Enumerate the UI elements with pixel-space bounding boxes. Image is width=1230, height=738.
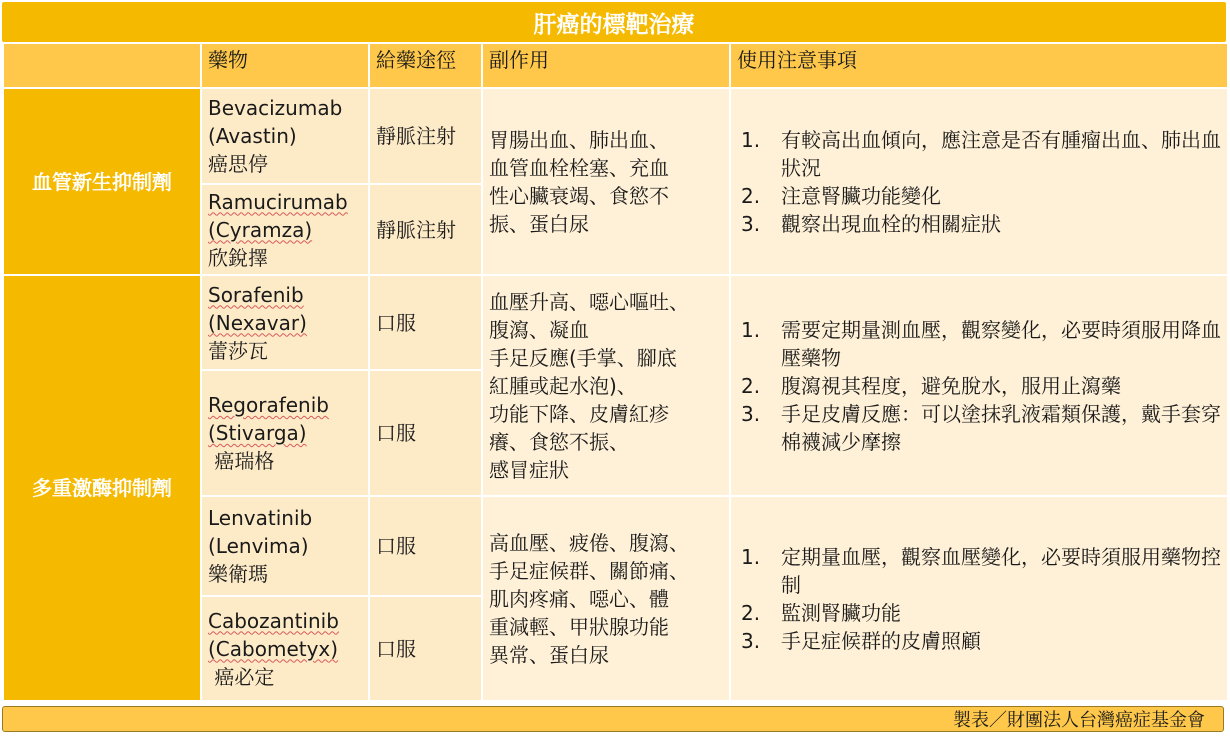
side-effect-line: 肌肉疼痛、噁心、體 [489,586,669,611]
drug-cell [201,184,369,275]
side-effects-cell [482,275,730,496]
drug-chinese-name: 癌瑞格 [208,449,275,473]
drug-cell [201,88,369,184]
list-item: 2. 注意腎臟功能變化 [741,183,941,208]
notes-cell [730,496,1228,701]
drug-brand-name: (Avastin) [208,124,297,148]
footer-credit: 製表／財團法人台灣癌症基金會 [2,706,1224,732]
drug-chinese-name: 癌必定 [208,664,275,689]
drug-cell [201,370,369,496]
drug-chinese-name: 蕾莎瓦 [208,338,268,363]
table-header-row [3,43,1228,88]
side-effect-line: 紅腫或起水泡)、 [489,373,637,398]
table-row [3,88,1228,184]
list-item: 3. 手足皮膚反應：可以塗抹乳液霜類保護，戴手套穿棉襪減少摩擦 [741,401,1221,454]
drug-chinese-name: 癌思停 [208,152,268,176]
list-item: 1. 有較高出血傾向，應注意是否有腫瘤出血、肺出血狀況 [741,127,1221,180]
side-effect-line: 血管血栓栓塞、充血 [489,155,669,180]
drug-cell [201,596,369,701]
side-effect-line: 血壓升高、噁心嘔吐、 [489,289,689,314]
list-item: 2. 腹瀉視其程度，避免脫水，服用止瀉藥 [741,373,1121,398]
side-effect-line: 功能下降、皮膚紅疹 [489,401,669,426]
targeted-therapy-table [2,42,1229,702]
side-effect-line: 高血壓、疲倦、腹瀉、 [489,530,689,555]
notes-cell [730,88,1228,275]
table-row [3,275,1228,370]
list-item: 1. 需要定期量測血壓，觀察變化，必要時須服用降血壓藥物 [741,317,1221,370]
side-effect-line: 癢、食慾不振、 [489,429,629,454]
header-drug: 藥物 [201,43,369,88]
route-cell: 口服 [369,496,482,596]
side-effect-line: 胃腸出血、肺出血、 [489,127,669,152]
notes-cell [730,275,1228,496]
side-effect-line: 振、蛋白尿 [489,211,589,236]
header-route: 給藥途徑 [369,43,482,88]
side-effect-line: 手足反應(手掌、腳底 [489,345,677,370]
route-cell: 口服 [369,370,482,496]
side-effects-cell [482,496,730,701]
list-item: 3. 手足症候群的皮膚照顧 [741,628,981,653]
side-effect-line: 感冒症狀 [489,457,569,482]
page-title: 肝癌的標靶治療 [2,2,1226,42]
list-item: 3. 觀察出現血栓的相關症狀 [741,211,1001,236]
side-effect-line: 性心臟衰竭、食慾不 [489,183,669,208]
list-item: 1. 定期量血壓，觀察血壓變化，必要時須服用藥物控制 [741,544,1221,597]
category-cell: 多重激酶抑制劑 [3,275,201,701]
side-effect-line: 腹瀉、凝血 [489,317,589,342]
notes-list [737,316,1227,456]
route-cell: 口服 [369,596,482,701]
list-item: 2. 監測腎臟功能 [741,600,901,625]
side-effect-line: 手足症候群、關節痛、 [489,558,689,583]
header-side-effects: 副作用 [482,43,730,88]
drug-chinese-name: 樂衛瑪 [208,562,268,586]
drug-generic-name: Regorafenib [208,393,329,417]
route-cell: 靜脈注射 [369,88,482,184]
category-cell: 血管新生抑制劑 [3,88,201,275]
drug-chinese-name: 欣銳擇 [208,245,268,270]
drug-brand-name: (Stivarga) [208,421,307,445]
drug-cell [201,275,369,370]
drug-generic-name: Cabozantinib [208,608,339,633]
drug-generic-name: Lenvatinib [208,506,313,530]
drug-brand-name: (Lenvima) [208,534,309,558]
drug-brand-name: (Nexavar) [208,310,307,335]
drug-generic-name: Bevacizumab [208,96,343,120]
side-effect-line: 重減輕、甲狀腺功能 [489,614,669,639]
header-category [3,43,201,88]
drug-generic-name: Sorafenib [208,282,304,307]
drug-brand-name: (Cyramza) [208,217,313,242]
side-effect-line: 異常、蛋白尿 [489,642,609,667]
route-cell: 口服 [369,275,482,370]
route-cell: 靜脈注射 [369,184,482,275]
drug-brand-name: (Cabometyx) [208,636,339,661]
notes-list [737,126,1227,238]
drug-cell [201,496,369,596]
side-effects-cell [482,88,730,275]
notes-list [737,543,1227,655]
header-notes: 使用注意事項 [730,43,1228,88]
drug-generic-name: Ramucirumab [208,189,348,214]
